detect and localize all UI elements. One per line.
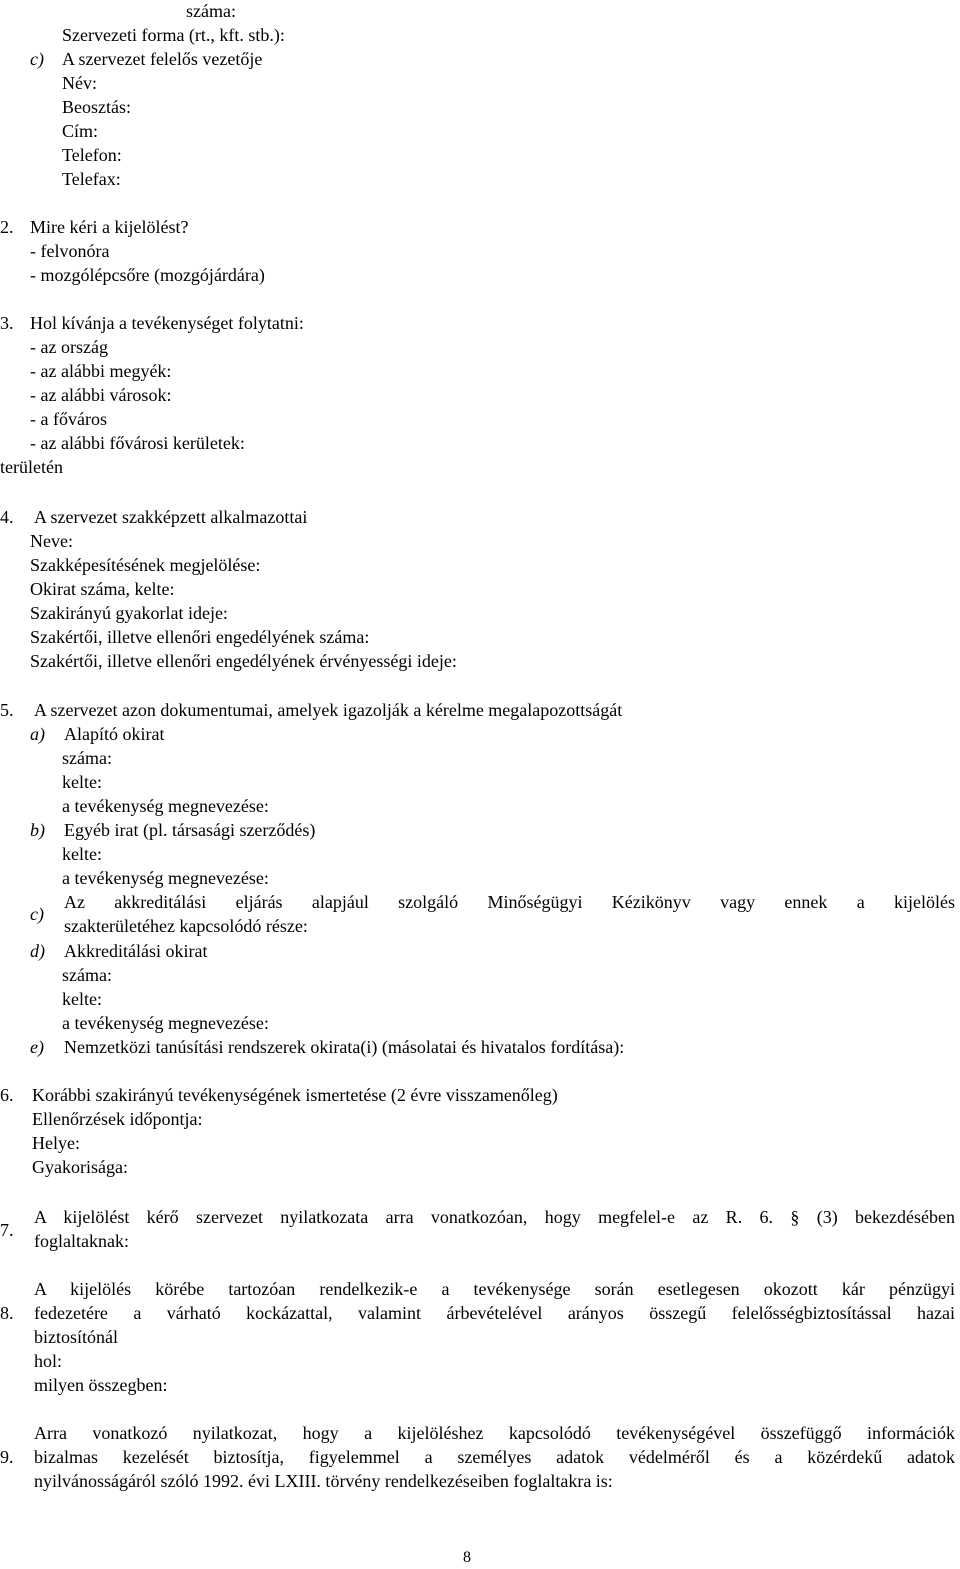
quality-manual-line2: szakterületéhez kapcsolódó része: bbox=[64, 916, 308, 936]
inspection-date-label: Ellenőrzések időpontja: bbox=[32, 1109, 203, 1129]
option-capital: - a főváros bbox=[30, 409, 107, 429]
fax-label: Telefax: bbox=[62, 169, 121, 189]
section-2-title: Mire kéri a kijelölést? bbox=[30, 217, 189, 237]
option-cities: - az alábbi városok: bbox=[30, 385, 172, 405]
other-activity-label: a tevékenység megnevezése: bbox=[62, 868, 269, 888]
inspection-place-label: Helye: bbox=[32, 1133, 80, 1153]
section-5-number: 5. bbox=[0, 700, 14, 720]
page-number: 8 bbox=[463, 1549, 471, 1566]
section-4-number: 4. bbox=[0, 507, 14, 527]
item-c-marker: c) bbox=[30, 49, 44, 69]
section-9-number: 9. bbox=[0, 1447, 14, 1467]
section-2-number: 2. bbox=[0, 217, 14, 237]
position-label: Beosztás: bbox=[62, 97, 131, 117]
accreditation-number-label: száma: bbox=[62, 965, 112, 985]
item-a-marker: a) bbox=[30, 724, 45, 744]
section-7-line1: A kijelölést kérő szervezet nyilatkozata arra vonatkozóan, hogy megfelel-e az R. 6. § (3) bekezdésében bbox=[34, 1207, 955, 1227]
accreditation-date-label: kelte: bbox=[62, 989, 102, 1009]
item-c2-marker: c) bbox=[30, 904, 44, 924]
insurance-amount-label: milyen összegben: bbox=[34, 1375, 168, 1395]
section-8-line2: fedezetére a várható kockázattal, valamint árbevételével arányos összegű felelősségbiztosítással hazai bbox=[34, 1303, 955, 1323]
item-b-marker: b) bbox=[30, 820, 45, 840]
option-capital-districts: - az alábbi fővárosi kerületek: bbox=[30, 433, 245, 453]
section-7-number: 7. bbox=[0, 1220, 14, 1240]
section-5-title: A szervezet azon dokumentumai, amelyek igazolják a kérelme megalapozottságát bbox=[34, 700, 623, 720]
international-certificates-label: Nemzetközi tanúsítási rendszerek okirata(i) (másolatai és hivatalos fordítása): bbox=[64, 1037, 625, 1057]
employee-name-label: Neve: bbox=[30, 531, 73, 551]
organization-form-label: Szervezeti forma (rt., kft. stb.): bbox=[62, 25, 285, 45]
insurer-location-label: hol: bbox=[34, 1351, 63, 1371]
founding-document-heading: Alapító okirat bbox=[64, 724, 165, 744]
other-date-label: kelte: bbox=[62, 844, 102, 864]
section-9-line2: bizalmas kezelését biztosítja, figyelemmel a személyes adatok védelméről és a közérdekű adatok bbox=[34, 1447, 955, 1467]
founding-activity-label: a tevékenység megnevezése: bbox=[62, 796, 269, 816]
address-label: Cím: bbox=[62, 121, 99, 141]
section-9-line3: nyilvánosságáról szóló 1992. évi LXIII. törvény rendelkezéseiben foglaltakra is: bbox=[34, 1471, 613, 1491]
section-8-number: 8. bbox=[0, 1303, 14, 1323]
section-7-line2: foglaltaknak: bbox=[34, 1231, 129, 1251]
option-escalator: - mozgólépcsőre (mozgójárdára) bbox=[30, 265, 265, 285]
responsible-manager-heading: A szervezet felelős vezetője bbox=[62, 49, 263, 69]
permit-number-label: Szakértői, illetve ellenőri engedélyének száma: bbox=[30, 627, 370, 647]
option-elevator: - felvonóra bbox=[30, 241, 110, 261]
section-3-tail: területén bbox=[0, 457, 63, 477]
section-3-title: Hol kívánja a tevékenységet folytatni: bbox=[30, 313, 304, 333]
option-counties: - az alábbi megyék: bbox=[30, 361, 172, 381]
szama-label: száma: bbox=[186, 1, 236, 21]
item-d-marker: d) bbox=[30, 941, 45, 961]
section-3-number: 3. bbox=[0, 313, 14, 333]
section-8-line1: A kijelölés körébe tartozóan rendelkezik-e a tevékenysége során esetlegesen okozott kár pénzügyi bbox=[34, 1279, 955, 1299]
section-8-line3: biztosítónál bbox=[34, 1327, 118, 1347]
permit-validity-label: Szakértői, illetve ellenőri engedélyének érvényességi ideje: bbox=[30, 651, 457, 671]
qualification-label: Szakképesítésének megjelölése: bbox=[30, 555, 261, 575]
document-number-date-label: Okirat száma, kelte: bbox=[30, 579, 175, 599]
section-4-title: A szervezet szakképzett alkalmazottai bbox=[34, 507, 308, 527]
founding-date-label: kelte: bbox=[62, 772, 102, 792]
section-9-line1: Arra vonatkozó nyilatkozat, hogy a kijelöléshez kapcsolódó tevékenységével összefüggő információk bbox=[34, 1423, 955, 1443]
practice-duration-label: Szakirányú gyakorlat ideje: bbox=[30, 603, 228, 623]
other-document-heading: Egyéb irat (pl. társasági szerződés) bbox=[64, 820, 316, 840]
phone-label: Telefon: bbox=[62, 145, 122, 165]
option-country: - az ország bbox=[30, 337, 108, 357]
item-e-marker: e) bbox=[30, 1037, 44, 1057]
section-6-title: Korábbi szakirányú tevékenységének ismertetése (2 évre visszamenőleg) bbox=[32, 1085, 558, 1105]
accreditation-activity-label: a tevékenység megnevezése: bbox=[62, 1013, 269, 1033]
accreditation-document-heading: Akkreditálási okirat bbox=[64, 941, 208, 961]
inspection-frequency-label: Gyakorisága: bbox=[32, 1157, 128, 1177]
founding-number-label: száma: bbox=[62, 748, 112, 768]
section-6-number: 6. bbox=[0, 1085, 14, 1105]
name-label: Név: bbox=[62, 73, 97, 93]
quality-manual-line1: Az akkreditálási eljárás alapjául szolgáló Minőségügyi Kézikönyv vagy ennek a kijelölés bbox=[64, 892, 955, 912]
